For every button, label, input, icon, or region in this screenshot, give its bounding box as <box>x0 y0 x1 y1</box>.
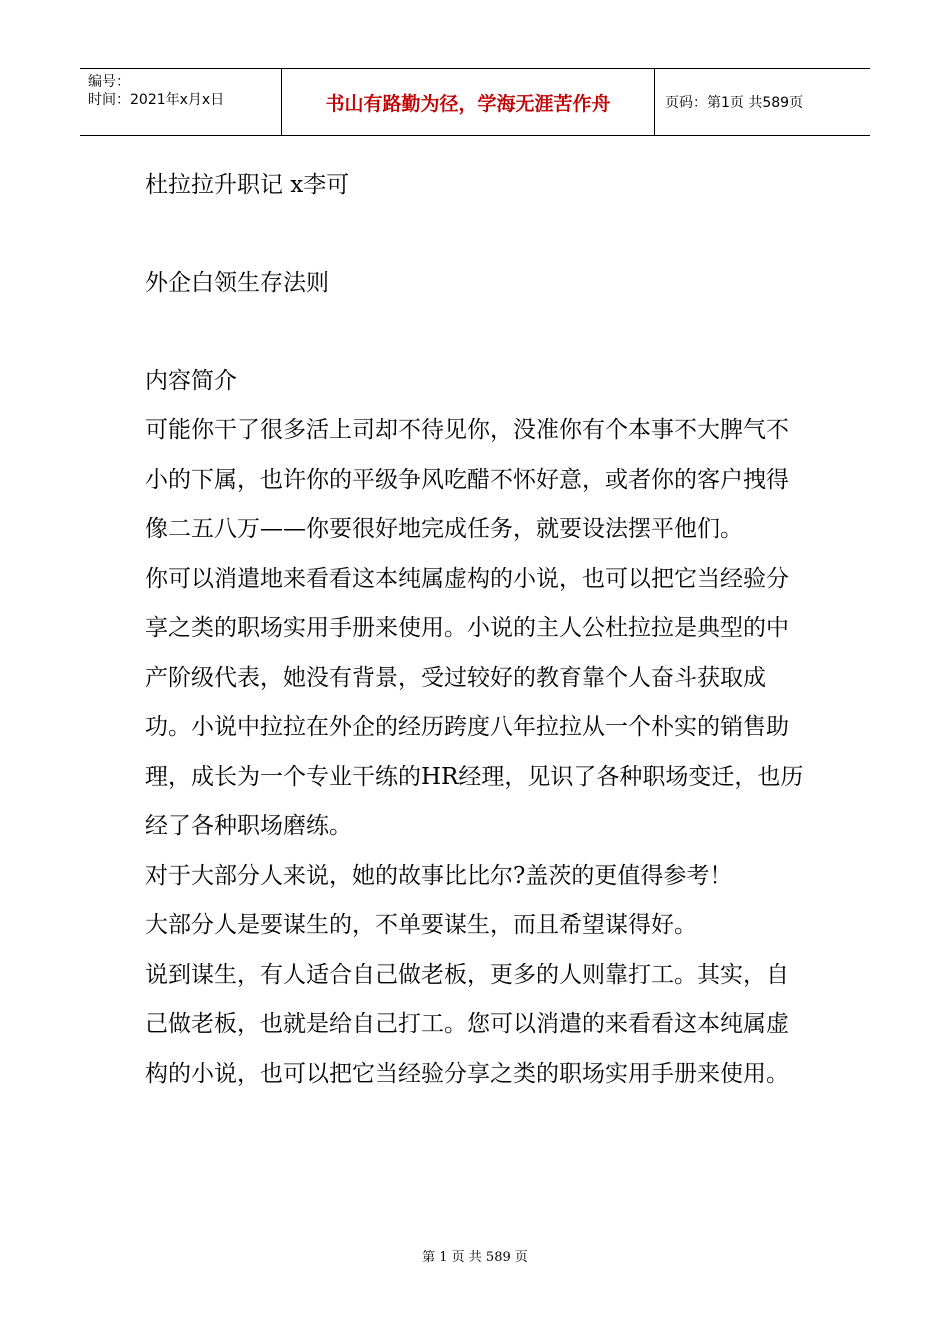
document-title: 杜拉拉升职记 x李可 <box>145 172 350 198</box>
section-heading: 内容简介 <box>145 368 237 394</box>
paragraph: 说到谋生，有人适合自己做老板，更多的人则靠打工。其实，自己做老板，也就是给自己打工。您可以消遣的来看看这本纯属虚构的小说，也可以把它当经验分享之类的职场实用手册来使用。 <box>145 961 789 1087</box>
paragraph: 可能你干了很多活上司却不待见你，没准你有个本事不大脾气不小的下属，也许你的平级争风吃醋不怀好意，或者你的客户拽得像二五八万——你要很好地完成任务，就要设法摆平他们。 <box>145 417 789 542</box>
document-body <box>145 160 810 1099</box>
document-subtitle: 外企白领生存法则 <box>145 270 329 296</box>
page-footer: 第 1 页 共 589 页 <box>422 1250 528 1265</box>
paragraph: 大部分人是要谋生的，不单要谋生，而且希望谋得好。 <box>145 912 697 938</box>
paragraph: 对于大部分人来说，她的故事比比尔?盖茨的更值得参考！ <box>145 862 733 889</box>
header-page-info: 页码：第1页 共589页 <box>665 95 804 111</box>
header-motto: 书山有路勤为径，学海无涯苦作舟 <box>282 69 655 135</box>
header-meta <box>80 69 282 135</box>
page-header <box>80 68 870 136</box>
paragraph: 你可以消遣地来看看这本纯属虚构的小说，也可以把它当经验分享之类的职场实用手册来使用。小说的主人公杜拉拉是典型的中产阶级代表，她没有背景，受过较好的教育靠个人奋斗获取成功。小说中拉拉在外企的经历跨度八年拉拉从一个朴实的销售助理，成长为一个专业干练的HR经理，见识了各种职场变迁，也历经了各种职场磨练。 <box>145 565 804 839</box>
time-label: 时间：2021年x月x日 <box>88 92 225 108</box>
number-label: 编号： <box>88 74 130 90</box>
